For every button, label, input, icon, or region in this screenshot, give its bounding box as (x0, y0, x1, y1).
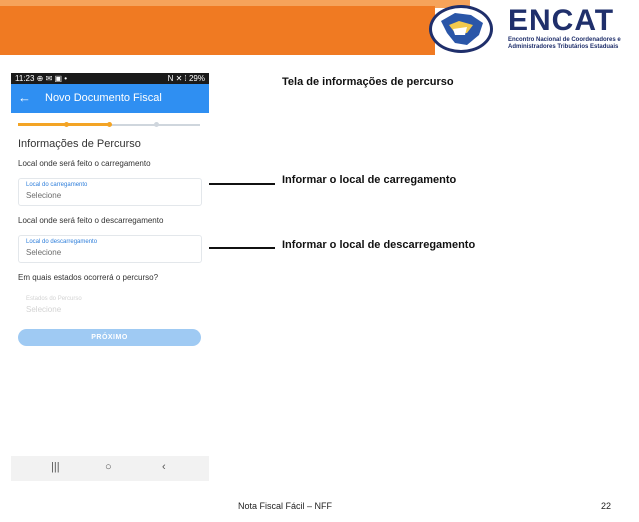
encat-logo-icon (427, 3, 497, 55)
unloading-field-label: Local do descarregamento (26, 239, 98, 245)
unloading-field-value: Selecione (26, 248, 62, 257)
states-question: Em quais estados ocorrerá o percurso? (18, 273, 159, 282)
route-states-field[interactable] (18, 292, 202, 320)
loading-field-label: Local do carregamento (26, 182, 88, 188)
slide-title: Tela de informações de percurso (282, 76, 454, 88)
android-nav-bar (11, 456, 209, 481)
footer-text: Nota Fiscal Fácil – NFF (238, 501, 333, 511)
header-banner (0, 0, 639, 57)
unloading-annotation: Informar o local de descarregamento (282, 239, 476, 251)
back-icon[interactable]: ‹ (162, 461, 166, 473)
section-title: Informações de Percurso (18, 138, 141, 150)
phone-screenshot (11, 73, 209, 481)
loading-location-field[interactable] (18, 178, 202, 206)
loading-annotation: Informar o local de carregamento (282, 174, 457, 186)
status-bar (11, 73, 209, 84)
brand-subtitle: Encontro Nacional de Coordenadores e Administradores Tributários Estaduais (508, 37, 621, 50)
app-bar (11, 84, 209, 113)
stepper-dot (107, 122, 112, 127)
pointer-line (209, 247, 275, 249)
states-field-label: Estados do Percurso (26, 296, 82, 302)
unloading-question: Local onde será feito o descarregamento (18, 216, 164, 225)
progress-stepper (18, 122, 200, 128)
status-icons: N ✕ ⁞ 29% (167, 74, 205, 83)
next-button[interactable]: PRÓXIMO (18, 329, 201, 346)
arrow-left-icon[interactable]: ← (18, 90, 31, 105)
app-bar-title: Novo Documento Fiscal (45, 92, 162, 104)
pointer-line (209, 183, 275, 185)
home-icon[interactable]: ○ (105, 461, 112, 473)
status-time: 11:23 ⊕ ✉ ▣ • (15, 74, 68, 83)
brand-name: ENCAT (508, 4, 615, 37)
stepper-dot (154, 122, 159, 127)
stepper-dot (64, 122, 69, 127)
page-number: 22 (601, 501, 612, 511)
states-field-value: Selecione (26, 305, 62, 314)
recent-apps-icon[interactable]: ||| (51, 461, 60, 473)
unloading-location-field[interactable] (18, 235, 202, 263)
loading-field-value: Selecione (26, 191, 62, 200)
banner-bar (0, 6, 435, 55)
loading-question: Local onde será feito o carregamento (18, 159, 151, 168)
